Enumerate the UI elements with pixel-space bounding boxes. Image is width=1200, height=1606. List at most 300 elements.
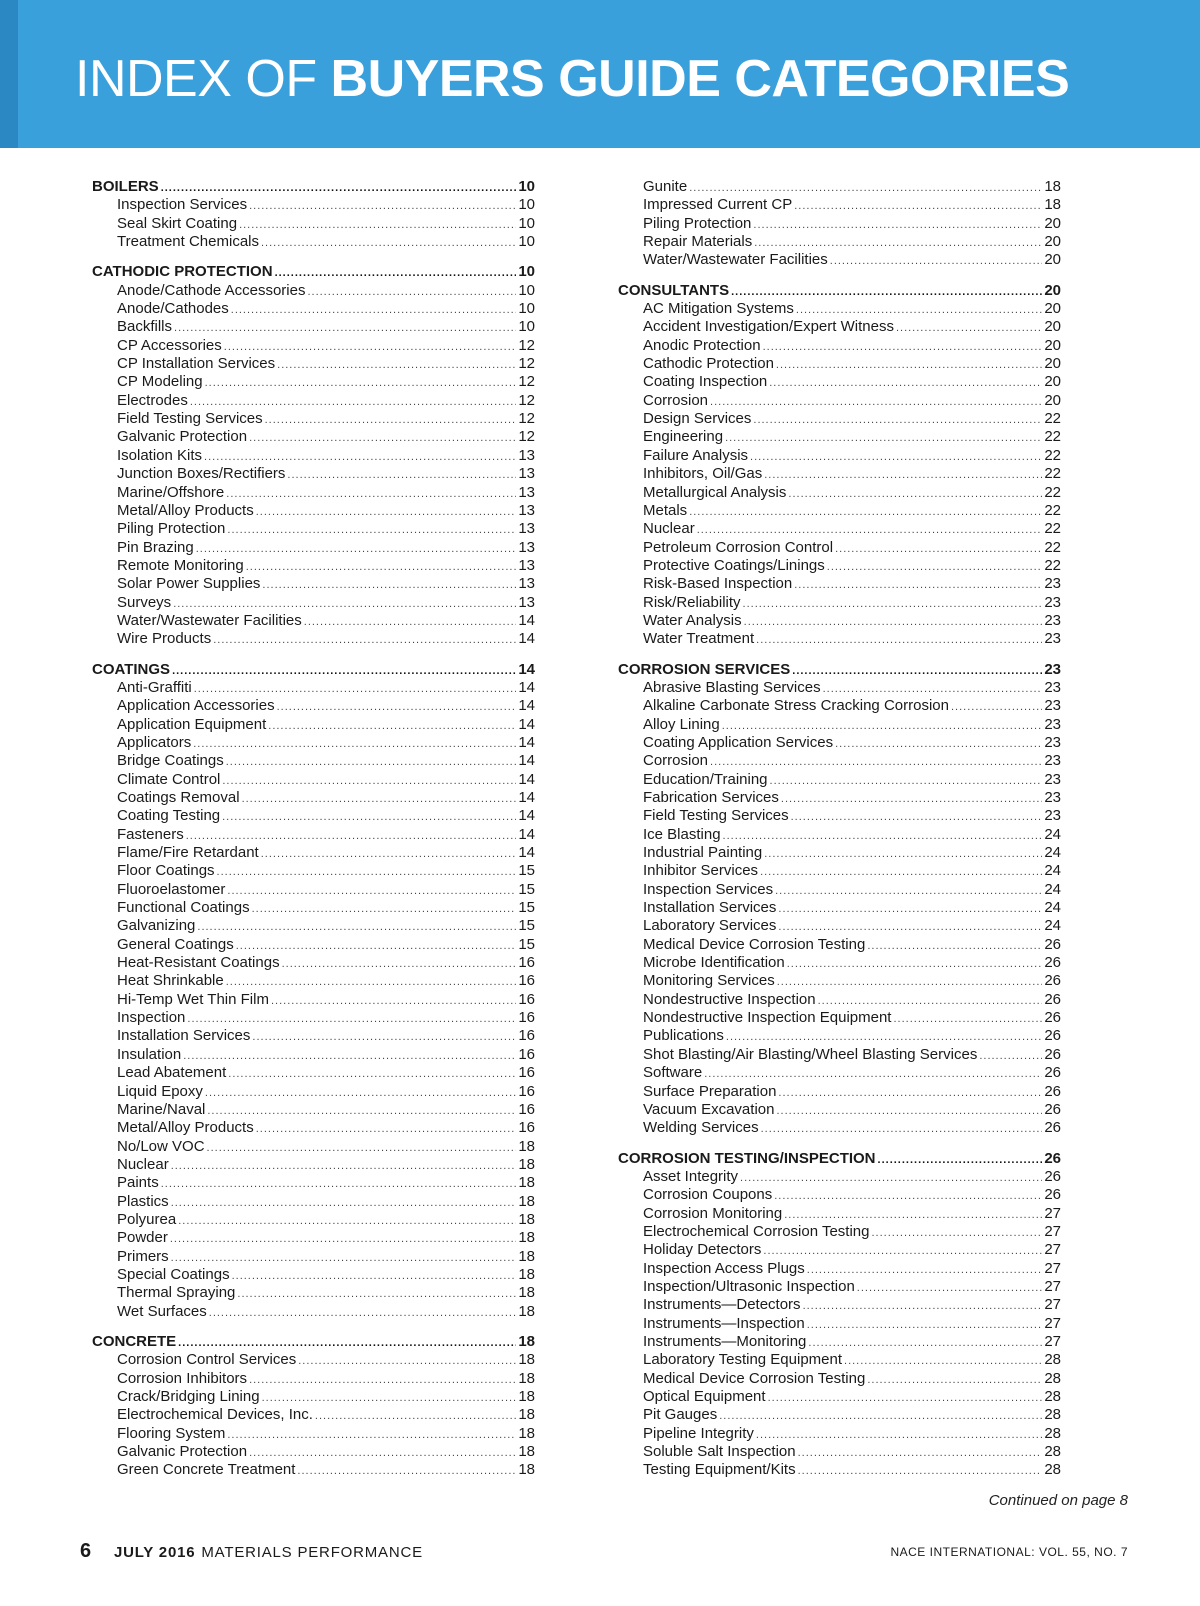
index-entry-label: Lead Abatement — [117, 1064, 227, 1082]
index-entry-page: 15 — [518, 862, 535, 880]
index-entry-page: 14 — [518, 715, 535, 733]
index-entry-page: 10 — [518, 233, 535, 251]
index-entry-label: Powder — [117, 1229, 168, 1247]
index-entry-label: Heat Shrinkable — [117, 972, 224, 990]
index-entry-page: 16 — [518, 1027, 535, 1045]
index-entry-label: Anti-Graffiti — [117, 678, 192, 696]
index-entry-page: 26 — [1044, 935, 1061, 953]
dot-leader — [277, 698, 517, 716]
index-entry-label: CP Installation Services — [117, 355, 276, 373]
index-entry — [92, 1211, 535, 1229]
index-entry-label: Seal Skirt Coating — [117, 214, 238, 232]
index-entry-page: 28 — [1044, 1461, 1061, 1479]
index-entry-page: 15 — [518, 899, 535, 917]
index-entry-label: Water/Wastewater Facilities — [117, 611, 302, 629]
dot-leader — [764, 466, 1042, 484]
index-entry-label: Floor Coatings — [117, 862, 215, 880]
dot-leader — [207, 1102, 516, 1120]
index-entry-label: Metals — [643, 501, 688, 519]
index-entry — [92, 300, 535, 318]
index-entry — [92, 1461, 535, 1479]
index-entry — [618, 630, 1061, 648]
index-entry-page: 13 — [518, 483, 535, 501]
dot-leader — [808, 1334, 1042, 1352]
index-entry-label: Marine/Offshore — [117, 483, 225, 501]
index-entry-label: Remote Monitoring — [117, 556, 244, 574]
index-entry-page: 16 — [518, 1082, 535, 1100]
index-entry-page: 16 — [518, 990, 535, 1008]
dot-leader — [262, 1389, 517, 1407]
section-heading-label: COATINGS — [92, 660, 171, 678]
dot-leader — [161, 179, 517, 197]
index-entry — [92, 215, 535, 233]
index-entry — [618, 697, 1061, 715]
index-entry-page: 14 — [518, 789, 535, 806]
dot-leader — [798, 1462, 1043, 1480]
dot-leader — [778, 1084, 1042, 1102]
dot-leader — [792, 662, 1042, 680]
index-entry — [618, 1425, 1061, 1443]
index-entry-label: Applicators — [117, 733, 192, 751]
dot-leader — [803, 1297, 1043, 1315]
index-entry-label: Medical Device Corrosion Testing — [643, 1369, 866, 1387]
section-heading-page: 14 — [518, 660, 535, 678]
index-entry-label: Publications — [643, 1027, 724, 1045]
index-entry-page: 23 — [1044, 807, 1061, 825]
index-entry-label: Soluble Salt Inspection — [643, 1443, 796, 1461]
index-entry-label: Coating Inspection — [643, 373, 768, 391]
index-entry-label: Fasteners — [117, 825, 184, 843]
index-entry-page: 26 — [1044, 972, 1061, 990]
index-section — [618, 661, 1061, 1138]
index-entry-label: Thermal Spraying — [117, 1284, 236, 1302]
dot-leader — [246, 558, 517, 576]
index-entry — [92, 972, 535, 990]
index-entry — [92, 862, 535, 880]
index-entry-label: Liquid Epoxy — [117, 1082, 203, 1100]
index-entry-label: Galvanic Protection — [117, 1443, 248, 1461]
index-entry-page: 18 — [518, 1351, 535, 1369]
dot-leader — [277, 356, 516, 374]
index-entry-page: 26 — [1044, 1082, 1061, 1100]
index-entry — [92, 428, 535, 446]
dot-leader — [178, 1334, 516, 1352]
dot-leader — [227, 882, 516, 900]
index-entry-page: 23 — [1044, 630, 1061, 648]
index-entry-label: Instruments—Monitoring — [643, 1332, 807, 1350]
index-entry-label: Inspection Services — [117, 196, 248, 214]
dot-leader — [222, 808, 516, 826]
index-entry-label: General Coatings — [117, 935, 234, 953]
index-entry-page: 20 — [1044, 355, 1061, 373]
index-entry-page: 16 — [518, 1045, 535, 1063]
index-entry-label: Pin Brazing — [117, 538, 194, 556]
index-entry-label: Engineering — [643, 428, 724, 446]
index-entry — [92, 447, 535, 465]
dot-leader — [788, 485, 1042, 503]
index-entry — [92, 697, 535, 715]
dot-leader — [249, 1444, 516, 1462]
index-entry-page: 18 — [518, 1137, 535, 1155]
index-entry-label: Corrosion Inhibitors — [117, 1369, 248, 1387]
dot-leader — [187, 1010, 516, 1028]
index-entry — [618, 862, 1061, 880]
index-entry-page: 18 — [1044, 178, 1061, 195]
index-entry-label: Nuclear — [643, 520, 695, 538]
index-entry — [618, 1064, 1061, 1082]
index-entry — [92, 1156, 535, 1174]
dot-leader — [242, 790, 517, 808]
index-entry — [92, 233, 535, 251]
index-entry — [618, 1223, 1061, 1241]
index-column-right — [618, 178, 1061, 1492]
dot-leader — [754, 234, 1042, 252]
section-heading-label: CORROSION SERVICES — [618, 660, 791, 678]
index-entry-label: Flooring System — [117, 1424, 226, 1442]
dot-leader — [784, 1206, 1042, 1224]
index-entry — [92, 716, 535, 734]
index-entry — [618, 355, 1061, 373]
issue-date: JULY 2016 — [113, 1544, 196, 1561]
dot-leader — [743, 595, 1043, 613]
index-entry — [618, 1278, 1061, 1296]
dot-leader — [194, 680, 517, 698]
dot-leader — [268, 717, 516, 735]
index-entry-label: Special Coatings — [117, 1265, 230, 1283]
index-entry-label: Heat-Resistant Coatings — [117, 954, 280, 972]
index-entry — [92, 630, 535, 648]
index-entry-label: Microbe Identification — [643, 954, 785, 972]
dot-leader — [761, 1120, 1043, 1138]
dot-leader — [867, 1371, 1042, 1389]
index-entry — [92, 355, 535, 373]
index-entry — [92, 771, 535, 789]
dot-leader — [249, 1371, 516, 1389]
index-entry-page: 18 — [1044, 196, 1061, 214]
dot-leader — [744, 613, 1043, 631]
index-entry-page: 26 — [1044, 1100, 1061, 1118]
index-entry-page: 18 — [518, 1192, 535, 1210]
index-entry-page: 26 — [1044, 954, 1061, 972]
index-entry — [92, 1370, 535, 1388]
index-entry — [618, 954, 1061, 972]
dot-leader — [172, 662, 516, 680]
index-entry — [618, 1101, 1061, 1119]
index-entry — [618, 233, 1061, 251]
index-section — [92, 1333, 535, 1480]
index-entry-label: Fluoroelastomer — [117, 880, 226, 898]
dot-leader — [227, 521, 516, 539]
index-entry — [618, 1119, 1061, 1137]
dot-leader — [205, 374, 517, 392]
dot-leader — [271, 992, 516, 1010]
dot-leader — [760, 863, 1042, 881]
volume-info: VOL. 55, NO. 7 — [1038, 1545, 1128, 1559]
index-entry-page: 27 — [1044, 1204, 1061, 1222]
index-entry — [618, 337, 1061, 355]
index-entry — [92, 1027, 535, 1045]
index-entry-page: 14 — [518, 611, 535, 629]
index-entry-label: Marine/Naval — [117, 1100, 206, 1118]
index-entry-label: Field Testing Services — [117, 410, 263, 428]
index-entry-label: Alloy Lining — [643, 715, 720, 733]
index-section — [92, 661, 535, 1321]
dot-leader — [830, 252, 1043, 270]
index-entry-page: 14 — [518, 630, 535, 648]
index-entry-page: 20 — [1044, 214, 1061, 232]
index-entry — [618, 196, 1061, 214]
index-entry-label: Solar Power Supplies — [117, 575, 261, 593]
dot-leader — [776, 356, 1042, 374]
index-entry — [92, 1303, 535, 1321]
dot-leader — [776, 1102, 1042, 1120]
dot-leader — [207, 1139, 517, 1157]
index-entry-label: Polyurea — [117, 1210, 177, 1228]
index-entry-label: Monitoring Services — [643, 972, 775, 990]
index-entry-label: Piling Protection — [117, 520, 226, 538]
dot-leader — [237, 1285, 516, 1303]
index-entry-label: Metal/Alloy Products — [117, 1119, 254, 1137]
index-entry-page: 28 — [1044, 1388, 1061, 1405]
dot-leader — [791, 808, 1043, 826]
index-entry-label: Protective Coatings/Linings — [643, 556, 825, 574]
index-entry-label: Pit Gauges — [643, 1406, 718, 1424]
index-entry-label: Accident Investigation/Expert Witness — [643, 318, 894, 336]
index-entry-page: 10 — [518, 196, 535, 214]
index-entry — [92, 789, 535, 807]
index-entry — [92, 337, 535, 355]
index-entry-page: 27 — [1044, 1222, 1061, 1240]
banner-accent-stripe — [0, 0, 18, 148]
index-entry — [618, 447, 1061, 465]
index-entry-page: 22 — [1044, 465, 1061, 483]
continued-note: Continued on page 8 — [988, 1492, 1128, 1509]
index-entry — [618, 1315, 1061, 1333]
index-entry — [618, 251, 1061, 269]
index-entry-page: 12 — [518, 428, 535, 446]
index-entry — [92, 1083, 535, 1101]
dot-leader — [794, 197, 1042, 215]
index-entry-label: Electrochemical Corrosion Testing — [643, 1222, 870, 1240]
dot-leader — [256, 503, 517, 521]
index-entry-label: Gunite — [643, 178, 688, 195]
index-entry — [92, 899, 535, 917]
index-entry-label: Wire Products — [117, 630, 212, 648]
index-entry-page: 26 — [1044, 1045, 1061, 1063]
index-entry-label: Hi-Temp Wet Thin Film — [117, 990, 269, 1008]
section-heading — [92, 661, 535, 679]
dot-leader — [231, 301, 517, 319]
dot-leader — [697, 521, 1043, 539]
index-entry-page: 26 — [1044, 1064, 1061, 1082]
index-entry-page: 12 — [518, 336, 535, 354]
index-entry-page: 23 — [1044, 789, 1061, 806]
index-entry-label: Nondestructive Inspection — [643, 990, 816, 1008]
section-heading — [618, 282, 1061, 300]
index-entry — [92, 484, 535, 502]
index-entry — [618, 484, 1061, 502]
index-entry-page: 27 — [1044, 1277, 1061, 1295]
index-entry-page: 14 — [518, 825, 535, 843]
dot-leader — [740, 1169, 1042, 1187]
index-entry-page: 18 — [518, 1284, 535, 1302]
index-entry-label: Corrosion Monitoring — [643, 1204, 783, 1222]
index-entry-page: 23 — [1044, 678, 1061, 696]
dot-leader — [763, 338, 1043, 356]
index-entry — [92, 1425, 535, 1443]
index-entry-label: Instruments—Inspection — [643, 1314, 805, 1332]
dot-leader — [756, 631, 1042, 649]
dot-leader — [315, 1407, 516, 1425]
index-entry — [92, 917, 535, 935]
index-entry-page: 22 — [1044, 501, 1061, 519]
index-entry-page: 27 — [1044, 1332, 1061, 1350]
index-entry-page: 12 — [518, 391, 535, 409]
index-entry-label: Electrochemical Devices, Inc. — [117, 1406, 313, 1424]
dot-leader — [224, 338, 517, 356]
dot-leader — [689, 179, 1042, 197]
index-entry-page: 26 — [1044, 1167, 1061, 1185]
index-entry-page: 20 — [1044, 318, 1061, 336]
index-entry-page: 23 — [1044, 575, 1061, 593]
index-entry-label: Metal/Alloy Products — [117, 501, 254, 519]
dot-leader — [226, 753, 517, 771]
index-entry-page: 18 — [518, 1247, 535, 1265]
dot-leader — [770, 772, 1043, 790]
index-entry-page: 13 — [518, 501, 535, 519]
index-entry-page: 24 — [1044, 880, 1061, 898]
index-entry — [92, 844, 535, 862]
dot-leader — [750, 448, 1042, 466]
index-entry-page: 16 — [518, 1064, 535, 1082]
index-entry-label: Isolation Kits — [117, 446, 203, 464]
dot-leader — [753, 411, 1042, 429]
index-entry-label: Welding Services — [643, 1119, 759, 1137]
index-entry-page: 28 — [1044, 1369, 1061, 1387]
index-entry-page: 15 — [518, 880, 535, 898]
index-entry-label: Surface Preparation — [643, 1082, 777, 1100]
index-entry-page: 13 — [518, 446, 535, 464]
index-entry-page: 12 — [518, 355, 535, 373]
index-entry — [618, 972, 1061, 990]
index-entry — [618, 936, 1061, 954]
index-entry-label: Application Accessories — [117, 697, 275, 715]
index-entry-label: Corrosion — [643, 752, 709, 770]
index-entry-page: 24 — [1044, 844, 1061, 862]
dot-leader — [807, 1316, 1043, 1334]
index-entry — [92, 1174, 535, 1192]
page-number: 6 — [80, 1540, 92, 1562]
index-entry-page: 24 — [1044, 899, 1061, 917]
dot-leader — [298, 1352, 516, 1370]
index-entry-label: Installation Services — [643, 899, 777, 917]
index-section — [618, 178, 1061, 270]
index-entry-page: 13 — [518, 575, 535, 593]
index-entry-page: 18 — [518, 1174, 535, 1192]
index-entry — [92, 594, 535, 612]
index-entry-page: 13 — [518, 556, 535, 574]
index-entry — [618, 716, 1061, 734]
index-entry-page: 23 — [1044, 593, 1061, 611]
index-entry — [92, 734, 535, 752]
dot-leader — [896, 319, 1042, 337]
index-entry-label: Shot Blasting/Air Blasting/Wheel Blasting Services — [643, 1045, 978, 1063]
index-entry-label: Paints — [117, 1174, 159, 1192]
index-entry — [618, 520, 1061, 538]
index-entry-label: Petroleum Corrosion Control — [643, 538, 834, 556]
index-entry-page: 20 — [1044, 251, 1061, 269]
index-entry-page: 22 — [1044, 428, 1061, 446]
dot-leader — [878, 1151, 1043, 1169]
index-entry — [92, 575, 535, 593]
index-entry — [618, 1260, 1061, 1278]
index-entry — [618, 178, 1061, 196]
index-entry — [618, 1009, 1061, 1027]
index-entry — [618, 1333, 1061, 1351]
index-entry — [618, 1186, 1061, 1204]
index-entry-label: Laboratory Services — [643, 917, 777, 935]
index-entry — [618, 539, 1061, 557]
index-entry-page: 20 — [1044, 373, 1061, 391]
index-entry — [92, 1138, 535, 1156]
index-entry — [92, 520, 535, 538]
index-entry-page: 28 — [1044, 1351, 1061, 1369]
index-entry — [92, 539, 535, 557]
index-entry-label: Optical Equipment — [643, 1388, 766, 1405]
dot-leader — [249, 429, 516, 447]
index-entry-page: 27 — [1044, 1314, 1061, 1332]
section-heading-page: 10 — [518, 178, 535, 195]
index-entry — [92, 373, 535, 391]
index-entry-label: Corrosion — [643, 391, 709, 409]
dot-leader — [171, 1249, 517, 1267]
dot-leader — [725, 429, 1042, 447]
index-entry-label: Instruments—Detectors — [643, 1296, 801, 1314]
index-entry-label: Pipeline Integrity — [643, 1424, 754, 1442]
index-entry — [618, 1046, 1061, 1064]
index-entry-page: 27 — [1044, 1296, 1061, 1314]
dot-leader — [217, 863, 517, 881]
index-entry-page: 12 — [518, 373, 535, 391]
dot-leader — [265, 411, 517, 429]
index-entry-page: 16 — [518, 1119, 535, 1137]
dot-leader — [835, 735, 1042, 753]
index-entry-label: Surveys — [117, 593, 172, 611]
dot-leader — [261, 234, 516, 252]
section-heading-page: 23 — [1044, 660, 1061, 678]
index-entry — [618, 612, 1061, 630]
index-entry — [618, 300, 1061, 318]
index-entry-label: Software — [643, 1064, 703, 1082]
index-entry-page: 22 — [1044, 483, 1061, 501]
index-entry-page: 23 — [1044, 611, 1061, 629]
index-entry — [618, 917, 1061, 935]
index-entry-page: 22 — [1044, 446, 1061, 464]
index-entry-label: Insulation — [117, 1045, 182, 1063]
dot-leader — [252, 900, 517, 918]
dot-leader — [227, 1426, 516, 1444]
index-entry-page: 10 — [518, 318, 535, 336]
section-heading — [92, 1333, 535, 1351]
dot-leader — [236, 937, 517, 955]
index-entry-page: 23 — [1044, 715, 1061, 733]
dot-leader — [186, 827, 517, 845]
index-entry — [92, 196, 535, 214]
index-entry-page: 14 — [518, 752, 535, 770]
footer-right — [890, 1545, 1128, 1559]
index-entry-label: No/Low VOC — [117, 1137, 205, 1155]
index-entry — [618, 1241, 1061, 1259]
